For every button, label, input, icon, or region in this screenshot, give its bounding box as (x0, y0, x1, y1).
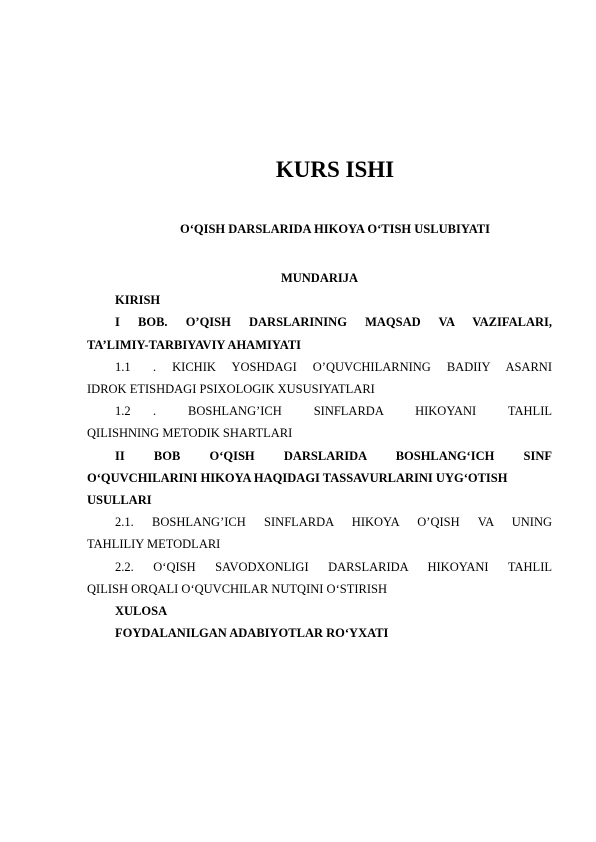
toc-item-chapter-2 (87, 445, 552, 512)
toc-line: 2.2. O‘QISH SAVODXONLIGI DARSLARIDA HIKOYANI TAHLIL (115, 559, 552, 574)
toc-item-section-2-2 (87, 556, 552, 600)
toc-item-xulosa: XULOSA (115, 604, 168, 619)
table-of-contents (87, 267, 552, 644)
toc-line: TA’LIMIY-TARBIYAVIY AHAMIYATI (87, 337, 302, 352)
toc-item-kirish: KIRISH (115, 293, 161, 308)
toc-item-section-2-1 (87, 511, 552, 555)
section-number: 1.2 (115, 404, 131, 419)
toc-line: IDROK ETISHDAGI PSIXOLOGIK XUSUSIYATLARI (87, 382, 375, 397)
toc-line (87, 356, 552, 378)
toc-heading: MUNDARIJA (280, 271, 359, 285)
document-subtitle: O‘QISH DARSLARIDA HIKOYA O‘TISH USLUBIYATI (179, 222, 491, 236)
toc-item-references: FOYDALANILGAN ADABIYOTLAR RO‘YXATI (115, 626, 389, 641)
toc-line: O‘QUVCHILARINI HIKOYA HAQIDAGI TASSAVURLARINI UYG‘OTISH (87, 470, 508, 485)
toc-line: I BOB. O’QISH DARSLARINING MAQSAD VA VAZIFALARI, (115, 315, 552, 330)
section-title: . KICHIK YOSHDAGI O’QUVCHILARNING BADIIY ASARNI (153, 359, 552, 374)
toc-item-section-1-1 (87, 356, 552, 400)
toc-line: TAHLILIY METODLARI (87, 537, 221, 552)
section-title: . BOSHLANG’ICH SINFLARDA HIKOYANI TAHLIL (153, 404, 552, 419)
toc-line: QILISH ORQALI O‘QUVCHILAR NUTQINI O‘STIRISH (87, 581, 387, 596)
toc-line (87, 400, 552, 422)
toc-item-section-1-2 (87, 400, 552, 444)
toc-item-chapter-1 (87, 311, 552, 355)
toc-line: 2.1. BOSHLANG’ICH SINFLARDA HIKOYA O’QISH VA UNING (115, 515, 552, 530)
toc-line: II BOB O‘QISH DARSLARIDA BOSHLANG‘ICH SINF (115, 448, 552, 463)
section-number: 1.1 (115, 359, 131, 374)
toc-line: QILISHNING METODIK SHARTLARI (87, 426, 293, 441)
document-title: KURS ISHI (275, 157, 395, 182)
toc-line: USULLARI (87, 493, 152, 508)
